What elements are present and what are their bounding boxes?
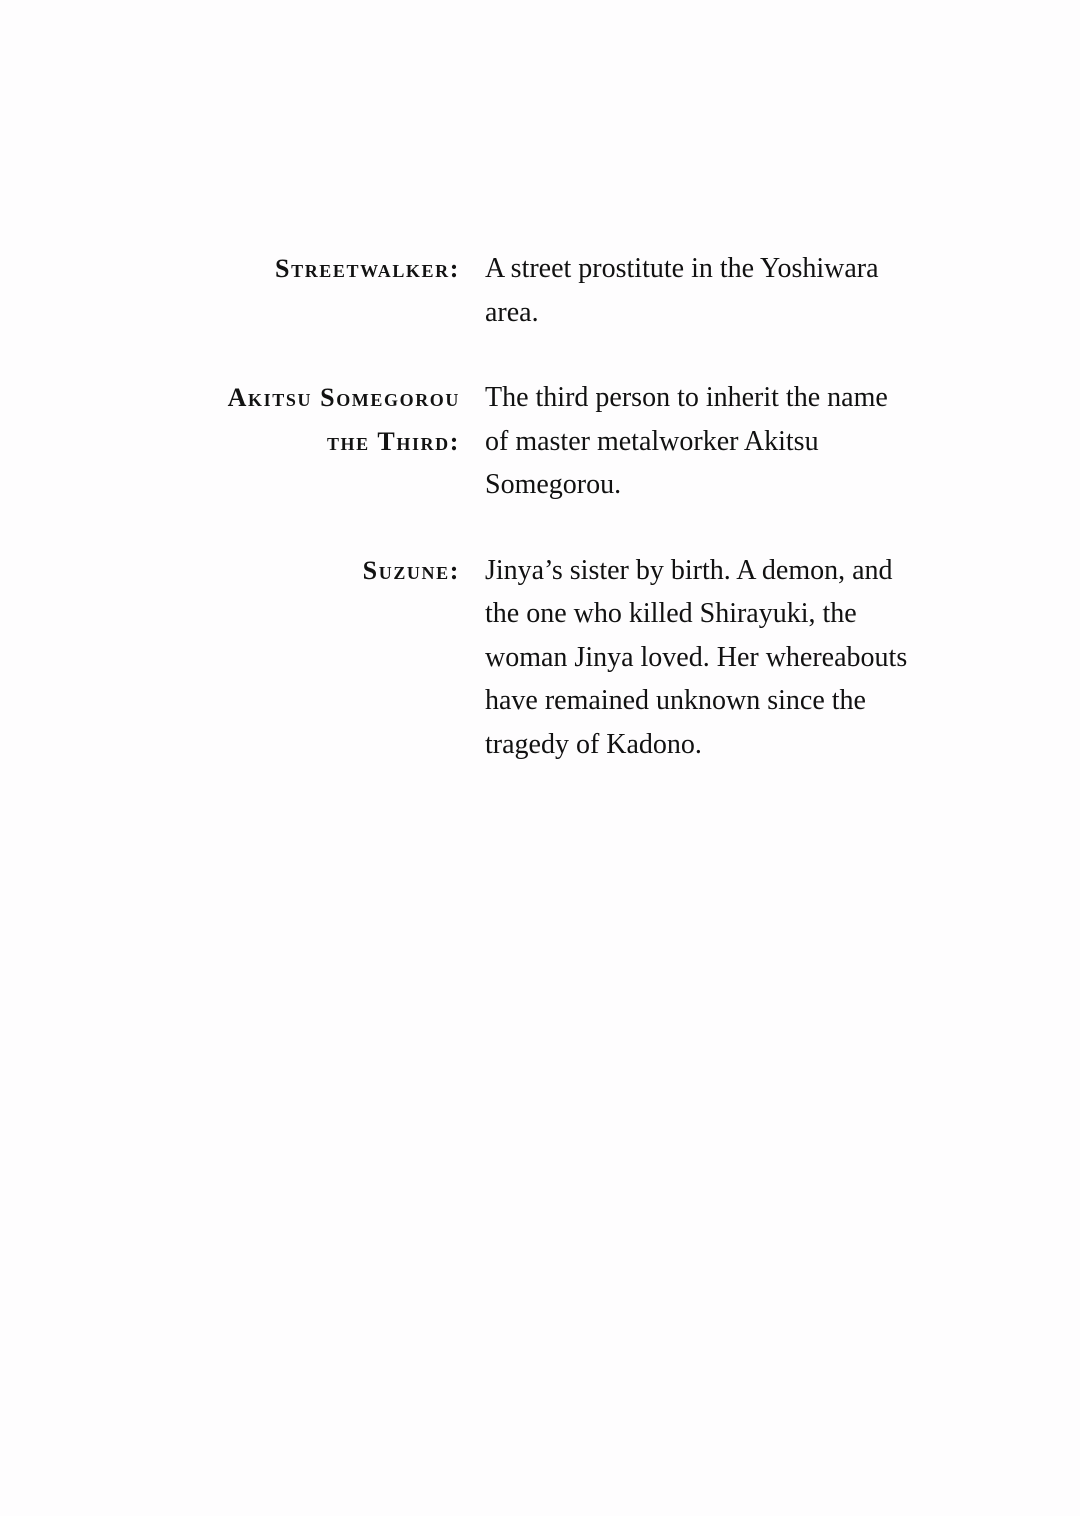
glossary-entry-streetwalker [0,247,1080,334]
glossary-entry-suzune [0,549,1080,767]
glossary-definition: A street prostitute in the Yoshiwara area. [485,253,879,328]
glossary-definition: The third person to inherit the name of master metalworker Akitsu Somegorou. [485,382,888,500]
glossary-entry-akitsu-somegorou [0,376,1080,507]
glossary-term: Suzune: [362,555,460,585]
glossary-definition: Jinya’s sister by birth. A demon, and the one who killed Shirayuki, the woman Jinya loved. Her whereabouts have remained unknown since the tragedy of Kadono. [485,554,908,760]
glossary-term: Streetwalker: [275,254,460,283]
glossary-term: Akitsu Somegorou the Third: [227,383,460,456]
glossary-list [0,247,1080,766]
